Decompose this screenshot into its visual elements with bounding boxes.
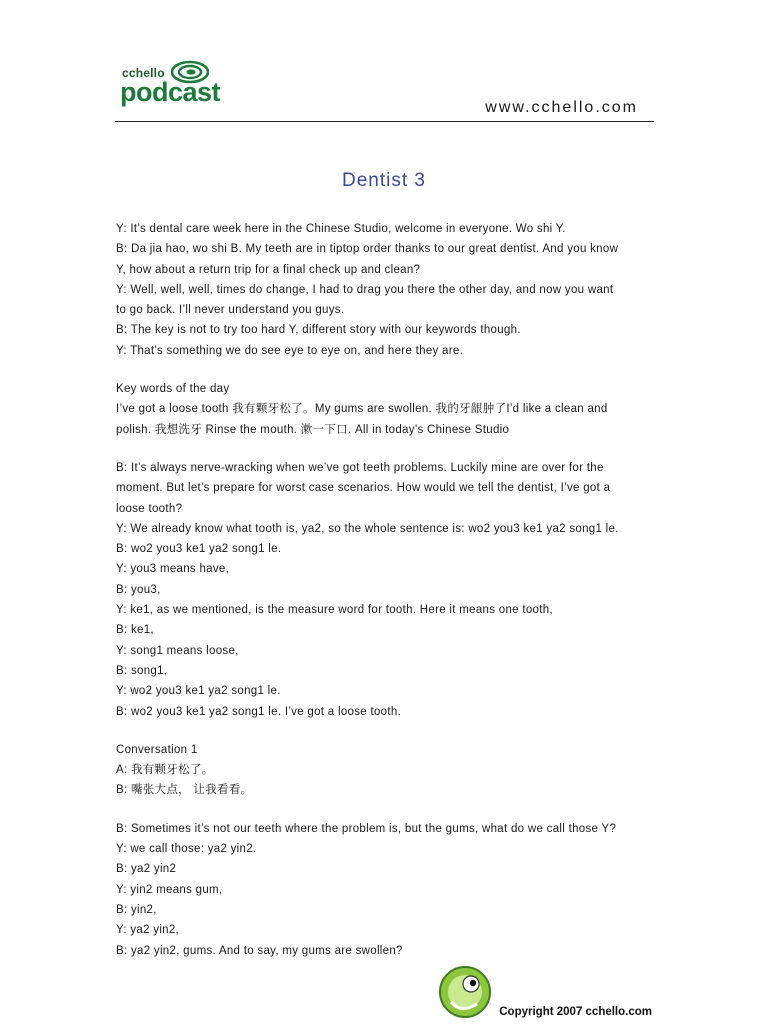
text-line: loose tooth? xyxy=(116,502,183,515)
text-line: B: you3, xyxy=(116,583,161,596)
text-line: B: The key is not to try too hard Y, different story with our keywords though. xyxy=(116,324,521,337)
mascot-logo-icon xyxy=(437,962,493,1020)
logo-big-text: podcast xyxy=(120,77,221,107)
page-title: Dentist 3 xyxy=(342,170,426,191)
text-line: Y: That’s something we do see eye to eye on, and here they are. xyxy=(116,344,464,357)
transcript-body xyxy=(116,219,656,961)
text-line: B: song1, xyxy=(116,664,168,677)
text-line: Conversation 1 xyxy=(116,743,198,756)
text-line: Y: Well, well, well, times do change, I had to drag you there the other day, and now you want xyxy=(116,283,614,296)
text-line: Y: ya2 yin2, xyxy=(116,924,180,937)
logo-small-text: cchello xyxy=(122,66,165,80)
text-line: polish. 我想洗牙 Rinse the mouth. 漱一下口. All in today’s Chinese Studio xyxy=(116,423,510,436)
text-line: A: 我有颗牙松了。 xyxy=(116,764,214,777)
text-line: B: Sometimes it’s not our teeth where the problem is, but the gums, what do we call those Y? xyxy=(116,822,617,835)
text-line: Y: song1 means loose, xyxy=(116,644,239,657)
text-line: Y: wo2 you3 ke1 ya2 song1 le. xyxy=(116,685,281,698)
text-line: Key words of the day xyxy=(116,383,230,396)
text-line: Y, how about a return trip for a final check up and clean? xyxy=(116,263,421,276)
paragraph-gap xyxy=(116,801,656,819)
paragraph-gap xyxy=(116,440,656,458)
text-line: Y: ke1, as we mentioned, is the measure word for tooth. Here it means one tooth, xyxy=(116,604,553,617)
text-line: B: yin2, xyxy=(116,903,157,916)
text-line: B: ya2 yin2, gums. And to say, my gums are swollen? xyxy=(116,944,403,957)
cchello-podcast-logo xyxy=(120,60,230,110)
site-url: www.cchello.com xyxy=(485,99,638,116)
paragraph-gap xyxy=(116,361,656,379)
text-line: Y: we call those: ya2 yin2. xyxy=(116,843,257,856)
text-line: B: It’s always nerve-wracking when we’ve got teeth problems. Luckily mine are over for the xyxy=(116,461,604,474)
paragraph-gap xyxy=(116,722,656,740)
text-line: Y: you3 means have, xyxy=(116,563,230,576)
text-line: B: Da jia hao, wo shi B. My teeth are in tiptop order thanks to our great dentist. And you know xyxy=(116,243,619,256)
text-line: B: 嘴张大点， 让我看看。 xyxy=(116,784,253,797)
copyright-text: Copyright 2007 cchello.com xyxy=(499,1006,652,1018)
header-divider xyxy=(115,121,654,122)
text-line: B: ke1, xyxy=(116,624,154,637)
text-line: B: wo2 you3 ke1 ya2 song1 le. xyxy=(116,543,282,556)
text-line: I’ve got a loose tooth 我有颗牙松了。My gums are swollen. 我的牙龈肿了I’d like a clean and xyxy=(116,403,608,416)
text-line: Y: It’s dental care week here in the Chinese Studio, welcome in everyone. Wo shi Y. xyxy=(116,223,566,235)
text-line: B: ya2 yin2 xyxy=(116,863,177,876)
text-line: Y: We already know what tooth is, ya2, so the whole sentence is: wo2 you3 ke1 ya2 song1 le. xyxy=(116,522,619,535)
text-line: moment. But let’s prepare for worst case scenarios. How would we tell the dentist, I’ve got a xyxy=(116,482,611,495)
text-line: Y: yin2 means gum, xyxy=(116,883,223,896)
text-line: to go back. I’ll never understand you guys. xyxy=(116,304,345,317)
text-line: B: wo2 you3 ke1 ya2 song1 le. I’ve got a loose tooth. xyxy=(116,705,402,718)
